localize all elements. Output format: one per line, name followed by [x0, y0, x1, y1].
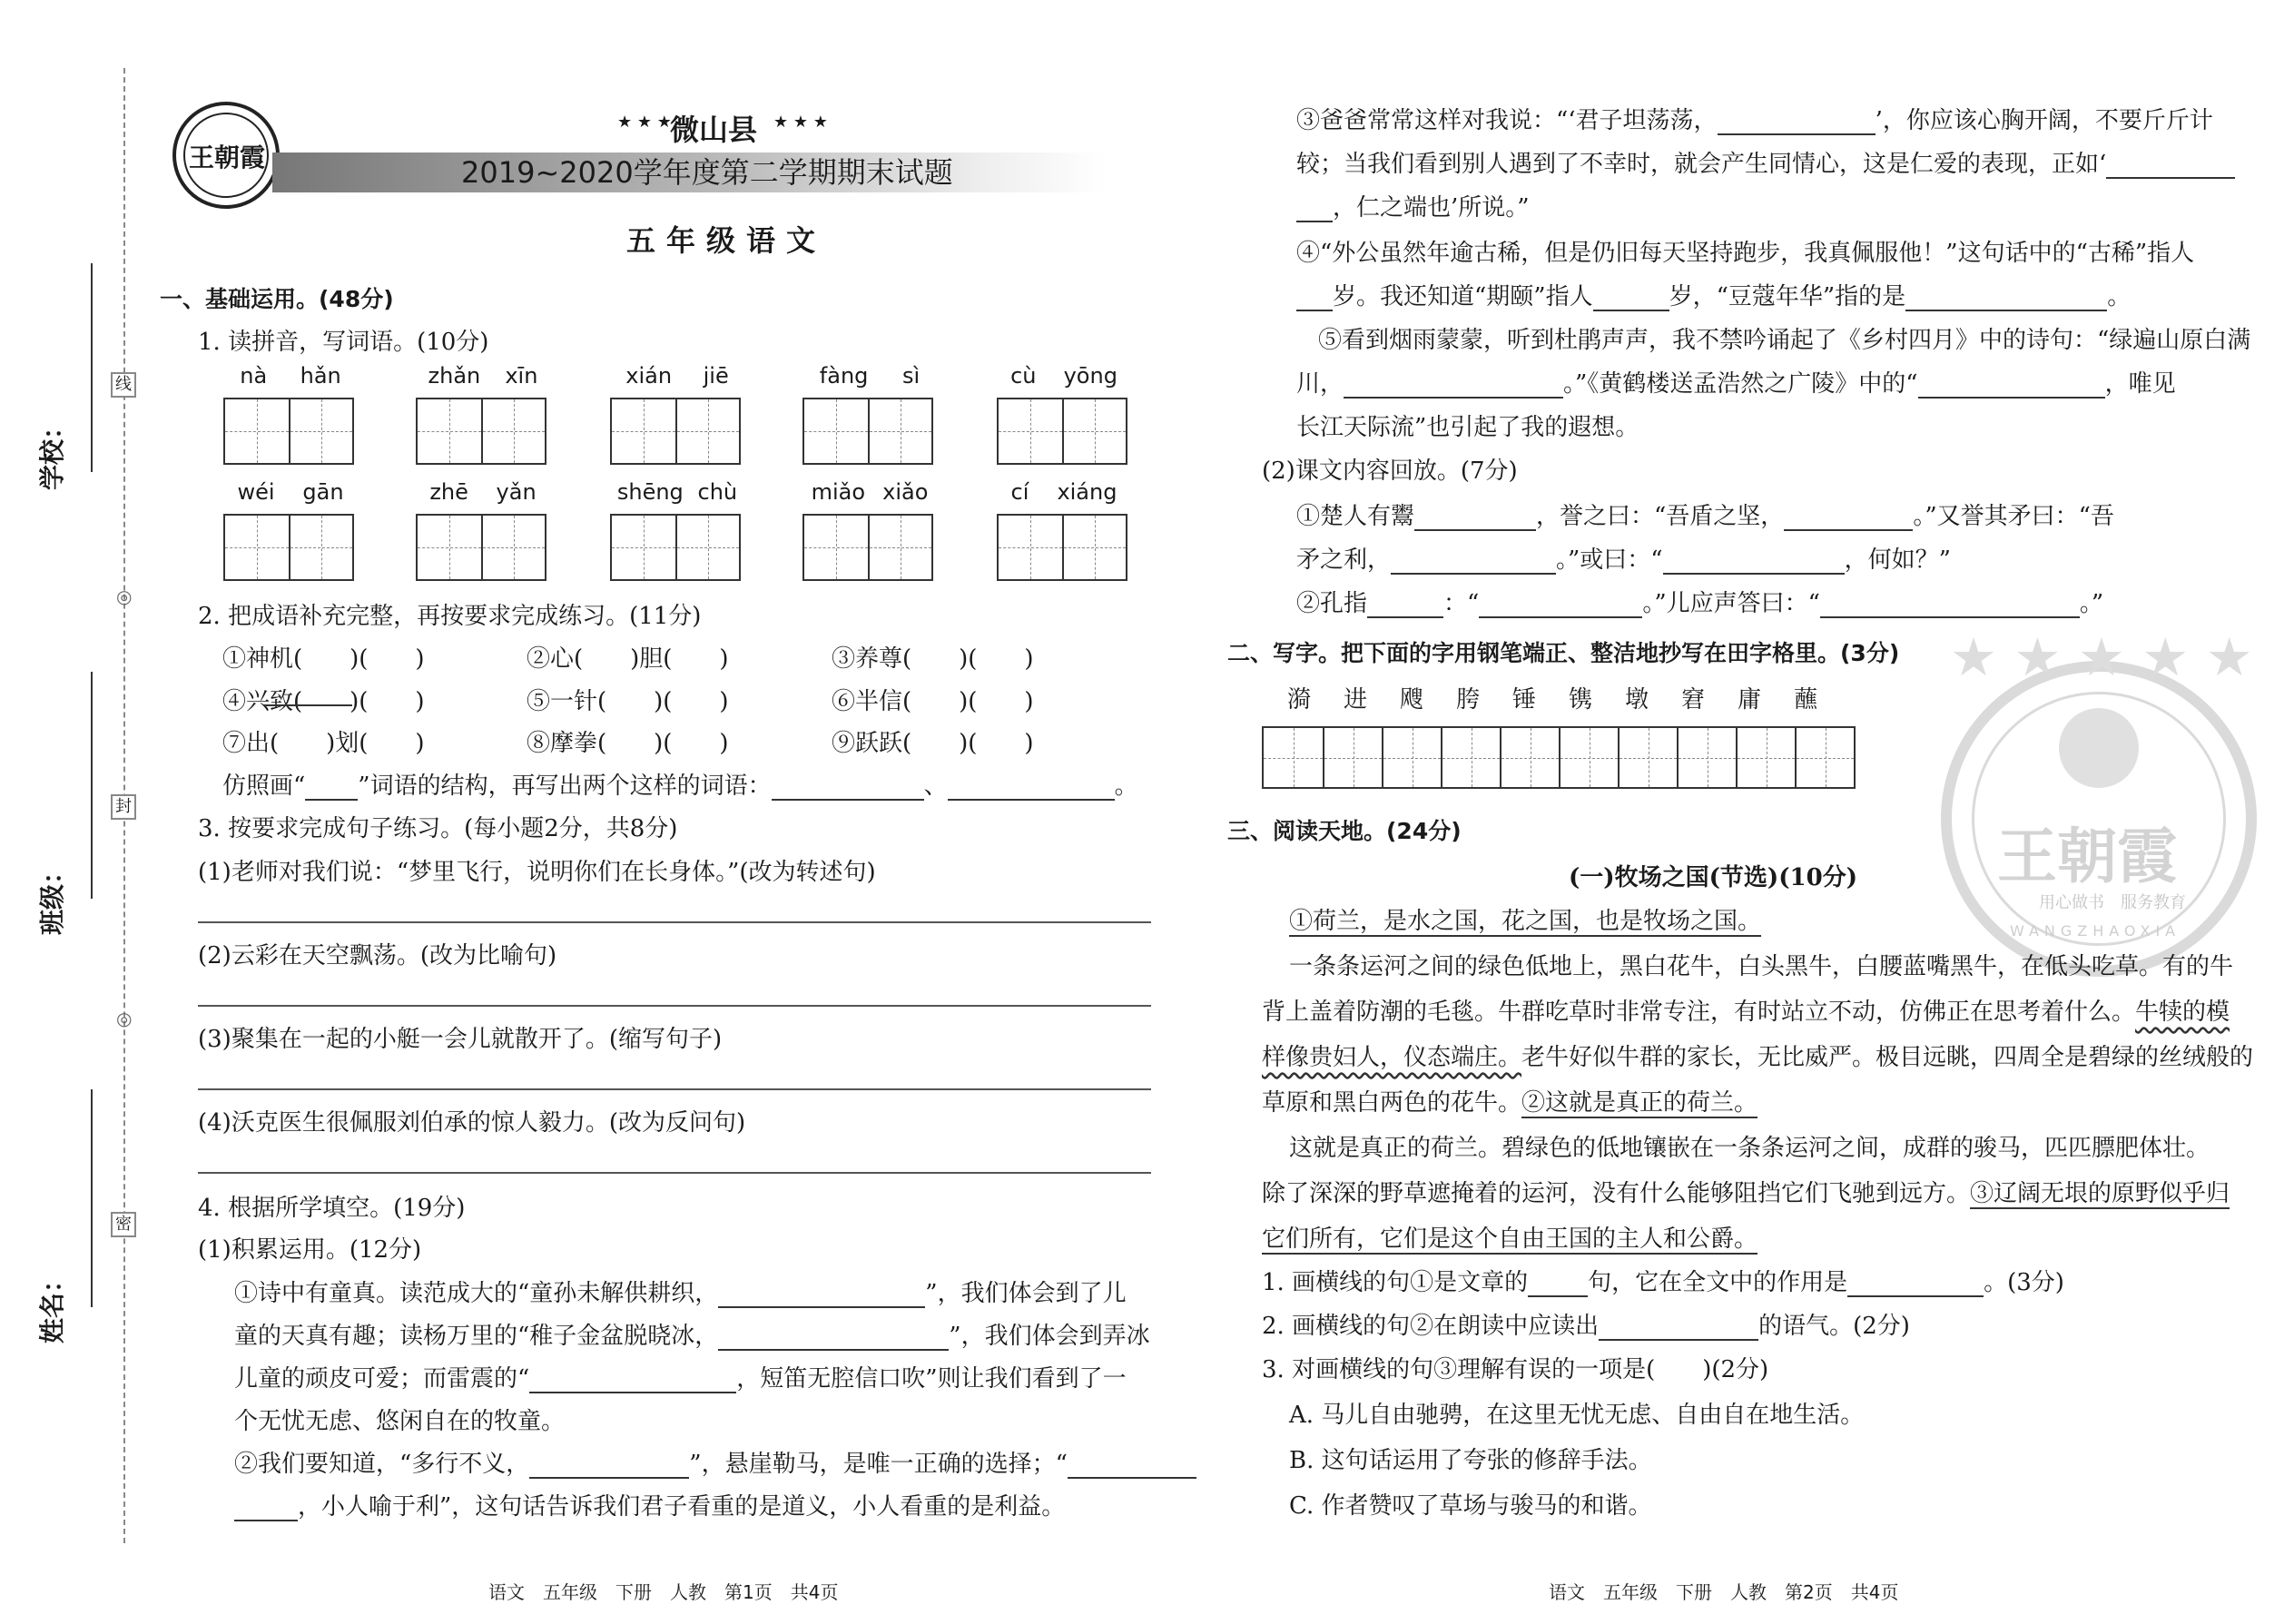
p2-blank-5[interactable]	[1593, 284, 1669, 311]
pinyin-syllable: cí	[1010, 479, 1029, 505]
pinyin-syllable: wéi	[237, 479, 275, 505]
p2-blank-14[interactable]	[1479, 591, 1642, 618]
reading-title: (一)牧场之国(节选)(10分)	[1569, 864, 1857, 891]
name-label: 姓名：	[37, 1266, 67, 1343]
section-3-heading: 三、阅读天地。(24分)	[1227, 818, 1462, 844]
binding-mark-feng: 封	[111, 794, 136, 820]
idiom-5[interactable]: ⑤一针( )( )	[527, 688, 729, 715]
reading-p1-l1: 一条条运河之间的绿色低地上，黑白花牛，白头黑牛，白腰蓝嘴黑牛，在低头吃草。有的牛	[1289, 953, 2234, 980]
q4-line-1: ①诗中有童真。读范成大的“童孙未解供耕织， ”，我们体会到了儿	[234, 1280, 1127, 1307]
idiom-8[interactable]: ⑧摩拳( )( )	[527, 730, 729, 757]
q1-heading: 1. 读拼音，写词语。(10分)	[198, 329, 489, 356]
pinyin-syllable: zhē	[429, 479, 468, 505]
q3-item-1: (1)老师对我们说：“梦里飞行，说明你们在长身体。”(改为转述句)	[198, 859, 876, 886]
q3-item-3: (3)聚集在一起的小艇一会儿就散开了。(缩写句子)	[198, 1026, 723, 1053]
p2-line-4: ④“外公虽然年逾古稀，但是仍旧每天坚持跑步，我真佩服他！”这句话中的“古稀”指人	[1296, 240, 2195, 267]
p2-blank-9[interactable]	[1414, 504, 1536, 531]
copy-char: 漪	[1287, 686, 1312, 714]
pinyin-syllable: shēng	[616, 479, 684, 505]
reading-q1-blank-1[interactable]	[1528, 1270, 1588, 1297]
stamp-portrait	[2059, 708, 2139, 788]
option-b[interactable]: B. 这句话运用了夸张的修辞手法。	[1289, 1447, 1652, 1474]
pinyin-label	[802, 479, 937, 505]
p2-q2-heading: (2)课文内容回放。(7分)	[1262, 458, 1518, 485]
pinyin-label	[223, 479, 358, 505]
copy-char: 蘸	[1794, 686, 1818, 714]
q4-line-6: ，小人喻于利”，这句话告诉我们君子看重的是道义，小人看重的是利益。	[234, 1488, 1065, 1521]
copy-char: 进	[1344, 686, 1368, 714]
exam-title: 2019~2020学年度第二学期期末试题	[461, 155, 953, 190]
p2-line-2: 较；当我们看到别人遇到了不幸时，就会产生同情心，这是仁爱的表现，正如‘	[1296, 145, 2235, 179]
p2-blank-6[interactable]	[1905, 284, 2107, 311]
p2-line-5: 岁。我还知道“期颐”指人 岁，“豆蔻年华”指的是 。	[1296, 278, 2131, 311]
reading-q2: 2. 画横线的句②在朗读中应读出 的语气。(2分)	[1262, 1313, 1910, 1340]
q4-blank-2[interactable]	[718, 1324, 949, 1351]
county-title: 微山县	[670, 113, 758, 147]
option-a[interactable]: A. 马儿自由驰骋，在这里无忧无虑、自由自在地生活。	[1289, 1402, 1865, 1429]
option-c[interactable]: C. 作者赞叹了草场与骏马的和谐。	[1289, 1492, 1652, 1520]
pinyin-syllable: nà	[240, 363, 268, 389]
tianzige-answer-box[interactable]	[416, 398, 546, 465]
p2-blank-12[interactable]	[1663, 547, 1845, 575]
tianzige-answer-box[interactable]	[223, 514, 354, 581]
p2-blank-4[interactable]	[1296, 284, 1333, 311]
pinyin-label	[997, 363, 1131, 389]
section-2-heading: 二、写字。把下面的字用钢笔端正、整洁地抄写在田字格里。(3分)	[1227, 640, 1900, 666]
q2-heading: 2. 把成语补充完整，再按要求完成练习。(11分)	[198, 603, 702, 630]
copy-char: 胯	[1456, 686, 1481, 714]
p2-blank-8[interactable]	[1918, 371, 2105, 399]
reading-p1-l4: 草原和黑白两色的花牛。②这就是真正的荷兰。	[1262, 1089, 1758, 1117]
pinyin-label	[223, 363, 358, 389]
copy-tianzige-grid[interactable]	[1262, 726, 1856, 789]
q4-blank-5[interactable]	[1068, 1452, 1196, 1479]
q4-blank-4[interactable]	[529, 1452, 689, 1479]
reading-p2-l3: 它们所有，它们是这个自由王国的主人和公爵。	[1262, 1225, 1758, 1253]
q4-line-3: 儿童的顽皮可爱；而雷震的“ ，短笛无腔信口吹”则让我们看到了一	[234, 1365, 1127, 1393]
school-field[interactable]	[91, 263, 93, 472]
q3-heading: 3. 按要求完成句子练习。(每小题2分，共8分)	[198, 815, 678, 842]
pinyin-syllable: hǎn	[300, 363, 341, 389]
pinyin-syllable: yōng	[1063, 363, 1117, 389]
pinyin-syllable: yǎn	[496, 479, 537, 505]
pinyin-label	[416, 363, 550, 389]
q4-line-5: ②我们要知道，“多行不义， ”，悬崖勒马，是唯一正确的选择；“	[234, 1445, 1196, 1479]
class-field[interactable]	[91, 672, 93, 899]
idiom-4[interactable]: ④兴致( )( )	[222, 688, 425, 715]
idiom-4-underline	[263, 704, 352, 706]
pinyin-syllable: zhǎn	[428, 363, 481, 389]
p2-blank-3[interactable]	[1296, 195, 1333, 222]
pinyin-syllable: miǎo	[811, 479, 865, 505]
pinyin-syllable: fàng	[819, 363, 869, 389]
header-stars-left: ★ ★ ★	[617, 113, 672, 132]
tianzige-answer-box[interactable]	[416, 514, 546, 581]
p2-line-8: 长江天际流”也引起了我的遐想。	[1296, 414, 1639, 441]
reading-s1: ①荷兰，是水之国，花之国，也是牧场之国。	[1289, 908, 1762, 935]
subject-title: 五年级语文	[626, 223, 827, 258]
logo: 王朝霞	[172, 102, 280, 209]
binding-mark-xian: 线	[111, 372, 136, 398]
q4-blank-1[interactable]	[718, 1281, 925, 1308]
pinyin-label	[610, 479, 744, 505]
stamp-motto: 用心做书 服务教育	[2039, 893, 2186, 912]
reading-p1-l3: 样像贵妇人，仪态端庄。老牛好似牛群的家长，无比威严。极目远眺，四周全是碧绿的丝绒般的	[1262, 1044, 2254, 1071]
tianzige-answer-box[interactable]	[610, 398, 741, 465]
tianzige-answer-box[interactable]	[802, 398, 933, 465]
idiom-2[interactable]: ②心( )胆( )	[527, 645, 729, 673]
copy-char: 庸	[1738, 686, 1762, 714]
p2-blank-11[interactable]	[1391, 547, 1556, 575]
pinyin-syllable: sì	[902, 363, 921, 389]
q4-blank-3[interactable]	[529, 1366, 736, 1393]
imitate-blank[interactable]	[305, 773, 358, 801]
imitate-answer-2[interactable]	[948, 773, 1115, 801]
idiom-3[interactable]: ③养尊( )( )	[832, 645, 1034, 673]
section-1-heading: 一、基础运用。(48分)	[160, 286, 394, 312]
q4-heading: 4. 根据所学填空。(19分)	[198, 1195, 466, 1222]
p2-line-1: ③爸爸常常这样对我说：“‘君子坦荡荡， ’，你应该心胸开阔，不要斤斤计	[1296, 107, 2213, 134]
pinyin-label	[802, 363, 937, 389]
p2-blank-7[interactable]	[1344, 371, 1563, 399]
pinyin-syllable: cù	[1010, 363, 1037, 389]
school-label: 学校：	[37, 413, 67, 490]
p2-line-12: ②孔指 ：“ 。”儿应声答曰：“ 。”	[1296, 590, 2104, 617]
idiom-6[interactable]: ⑥半信( )( )	[832, 688, 1034, 715]
q4-blank-6[interactable]	[234, 1494, 298, 1521]
imitate-answer-1[interactable]	[772, 773, 924, 801]
reading-q1-blank-2[interactable]	[1847, 1270, 1984, 1297]
q3-answer-line-2[interactable]	[198, 1005, 1151, 1007]
p2-line-3: ，仁之端也’所说。”	[1296, 189, 1530, 222]
watermark-stamp	[1941, 661, 2257, 977]
pinyin-syllable: jiē	[703, 363, 729, 389]
p2-blank-15[interactable]	[1820, 591, 2080, 618]
reading-p2-l1: 这就是真正的荷兰。碧绿色的低地镶嵌在一条条运河之间，成群的骏马，匹匹膘肥体壮。	[1289, 1135, 2210, 1162]
class-label: 班级：	[37, 858, 67, 935]
q3-item-2: (2)云彩在天空飘荡。(改为比喻句)	[198, 942, 557, 969]
pinyin-syllable: gān	[302, 479, 344, 505]
q3-answer-line-3[interactable]	[198, 1088, 1151, 1090]
pinyin-syllable: xīn	[505, 363, 538, 389]
page-2-footer: 语文 五年级 下册 人教 第2页 共4页	[1549, 1581, 1899, 1603]
tianzige-answer-box[interactable]	[610, 514, 741, 581]
q3-answer-line-1[interactable]	[198, 921, 1151, 923]
p2-blank-13[interactable]	[1367, 591, 1443, 618]
p2-line-11: 矛之利， 。”或曰：“ ，何如？”	[1296, 546, 1951, 574]
reading-q1: 1. 画横线的句①是文章的 句，它在全文中的作用是 。(3分)	[1262, 1269, 2064, 1296]
tianzige-answer-box[interactable]	[802, 514, 933, 581]
q3-answer-line-4[interactable]	[198, 1172, 1151, 1174]
binding-mark-mi: 密	[111, 1212, 136, 1237]
stamp-brand: 王朝霞	[1997, 821, 2177, 891]
p2-blank-1[interactable]	[1718, 108, 1876, 135]
reading-q3: 3. 对画横线的句③理解有误的一项是( )(2分)	[1262, 1356, 1769, 1383]
p2-blank-2[interactable]	[2106, 152, 2235, 179]
copy-char: 镌	[1569, 686, 1593, 714]
idiom-7[interactable]: ⑦出( )划( )	[222, 730, 425, 757]
header-stars-right: ★ ★ ★	[773, 113, 828, 132]
q4-line-2: 童的天真有趣；读杨万里的“稚子金盆脱晓冰， ”，我们体会到弄冰	[234, 1323, 1150, 1350]
pinyin-label	[416, 479, 550, 505]
tianzige-answer-box[interactable]	[997, 514, 1127, 581]
reading-p2-l2: 除了深深的野草遮掩着的运河，没有什么能够阻挡它们飞驰到远方。③辽阔无垠的原野似乎归	[1262, 1180, 2230, 1207]
tianzige-answer-box[interactable]	[997, 398, 1127, 465]
idiom-9[interactable]: ⑨跃跃( )( )	[832, 730, 1034, 757]
q4-line-4: 个无忧无虑、悠闲自在的牧童。	[234, 1408, 566, 1435]
page-1-footer: 语文 五年级 下册 人教 第1页 共4页	[488, 1581, 839, 1603]
binding-hole: ◎	[116, 586, 133, 607]
copy-char: 窘	[1681, 686, 1706, 714]
pinyin-label	[997, 479, 1131, 505]
copy-char: 墩	[1625, 686, 1649, 714]
pinyin-syllable: xiǎo	[882, 479, 929, 505]
reading-p1-l2: 背上盖着防潮的毛毯。牛群吃草时非常专注，有时站立不动，仿佛正在思考着什么。牛犊的模	[1262, 999, 2230, 1026]
copy-char: 飕	[1400, 686, 1424, 714]
copy-char: 锤	[1512, 686, 1537, 714]
pinyin-syllable: chù	[697, 479, 738, 505]
name-field[interactable]	[91, 1089, 93, 1307]
pinyin-syllable: xián	[625, 363, 673, 389]
q4-1-heading: (1)积累运用。(12分)	[198, 1236, 422, 1264]
q3-item-4: (4)沃克医生很佩服刘伯承的惊人毅力。(改为反问句)	[198, 1109, 746, 1137]
p2-line-6: ⑤看到烟雨蒙蒙，听到杜鹃声声，我不禁吟诵起了《乡村四月》中的诗句：“绿遍山原白满	[1318, 327, 2251, 354]
p2-line-10: ①楚人有鬻 ，誉之曰：“吾盾之坚， 。”又誉其矛曰：“吾	[1296, 503, 2114, 530]
pinyin-syllable: xiáng	[1057, 479, 1117, 505]
imitate-line: 仿照画“ ”词语的结构，再写出两个这样的词语： 、 。	[222, 773, 1138, 800]
stamp-ring-text: WANGZHAOXIA	[2010, 922, 2181, 940]
binding-hole: ◎	[116, 1008, 133, 1029]
reading-q2-blank[interactable]	[1599, 1314, 1758, 1341]
tianzige-answer-box[interactable]	[223, 398, 354, 465]
stamp-stars: ★ ★ ★ ★ ★	[1950, 626, 2253, 688]
p2-blank-10[interactable]	[1784, 504, 1913, 531]
p2-line-7: 川， 。”《黄鹤楼送孟浩然之广陵》中的“ ，唯见	[1296, 370, 2176, 398]
idiom-1[interactable]: ①神机( )( )	[222, 645, 425, 673]
pinyin-label	[610, 363, 744, 389]
